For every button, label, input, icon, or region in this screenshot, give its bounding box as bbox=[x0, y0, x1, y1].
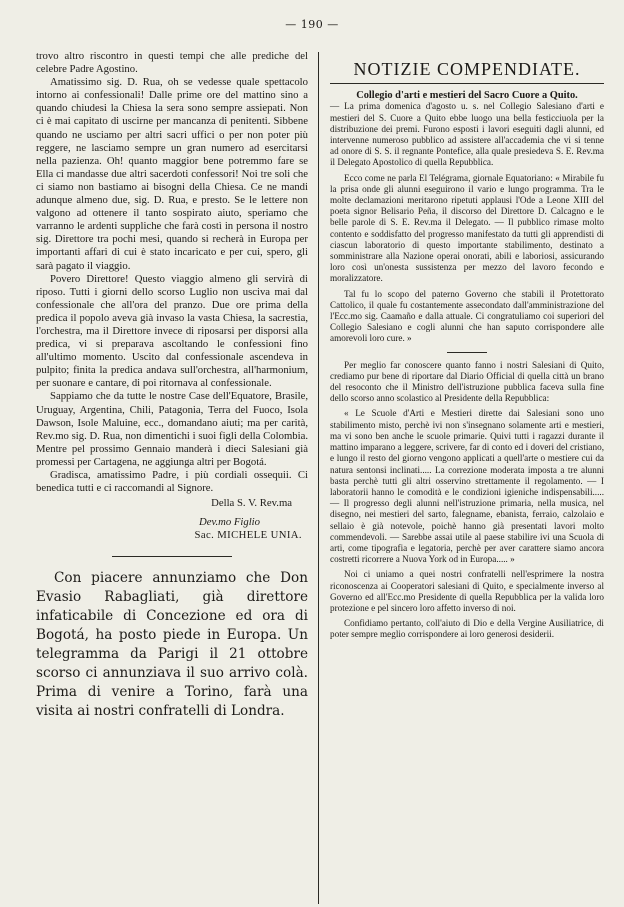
section-title: NOTIZIE COMPENDIATE. bbox=[353, 59, 581, 79]
paragraph: trovo altro riscontro in questi tempi che alle prediche del celebre Padre Agostino. bbox=[36, 50, 308, 76]
signature: Sac. MICHELE UNIA. bbox=[194, 529, 302, 542]
column-divider bbox=[318, 52, 319, 904]
article-heading: Collegio d'arti e mestieri del Sacro Cuore a Quito. bbox=[356, 90, 578, 102]
paragraph: Ecco come ne parla El Telégrama, giornale Equatoriano: « Mirabile fu la prisa onde gli alunni eseguirono il vario e lungo programma. Tra le molte declamazioni meritarono ripetuti applausi l'Ode a Leone XIII del poeta signor Belisario Peña, il discorso del Direttore D. Calcagno e le belle parole di S. E. Rev.ma il Delegato. — Il pubblico rimase molto contento e soddisfatto del progresso manifestato da tutti gli apprendisti di ciascun laboratorio di questo importante stabilimento, destinato a somministrare alla Nazione operai onorati, abili e laboriosi, assicurando loro così un'onesta sussistenza per mezzo del lavoro fecondo e moralizzatore. bbox=[330, 172, 604, 284]
paragraph: Sappiamo che da tutte le nostre Case dell'Equatore, Brasile, Uruguay, Argentina, Chili, Patagonia, Terra del Fuoco, Isola Dawson, Isole Maluine, ecc., domandano aiuti; ma per carità, Rev.mo sig. D. Rua, non dimentichi i suoi figli della Colombia. Mentre pel prossimo Gennaio manderà i dieci Salesiani già promessi per Cartagena, ne aggiunga altri per Bogotá. bbox=[36, 390, 308, 468]
right-column bbox=[330, 50, 604, 641]
left-column bbox=[36, 50, 308, 721]
paragraph: Confidiamo pertanto, coll'aiuto di Dio e della Vergine Ausiliatrice, di poter sempre meglio corrispondere ai loro generosi desiderii. bbox=[330, 618, 604, 640]
paragraph: — La prima domenica d'agosto u. s. nel Collegio Salesiano d'arti e mestieri del S. Cuore a Quito ebbe luogo una bella festicciuola per la distribuzione dei premi. Furono esposti i lavori eseguiti dagli alunni, ed intervenne numeroso pubblico ad assistere all'accademia che vi si tenne ad onore di S. S. il regnante Pontefice, alla quale presiedeva S. E. Rev.ma il Delegato Apostolico di quella Repubblica. bbox=[330, 101, 604, 168]
paragraph: Povero Direttore! Questo viaggio almeno gli servirà di riposo. Tutti i giorni dello scorso Luglio non usciva mai dal confessionale che all'ora del pranzo. Due ore prima della predica il popolo aveva già invaso la vasta Chiesa, la sacrestia, l'orchestra, ma il Direttore invece di riposarsi per disporsi alla predica, vi si preparava ascoltando le confessioni fino all'ultimo momento. Uscito dal confessionale ascendeva in pulpito; finita la predica andava sull'orchestra, all'harmonium, per suonare e cantare, di poi ritornava al confessionale. bbox=[36, 272, 308, 390]
announcement-text: Con piacere annunziamo che Don Evasio Rabagliati, già direttore infaticabile di Concezione ed ora di Bogotá, ha posto piede in Europa. Un telegramma da Parigi il 21 ottobre scorso ci annunziava il suo arrivo colà. Prima di venire a Torino, farà una visita ai nostri confratelli di Londra. bbox=[36, 570, 308, 720]
page-number: — 190 — bbox=[285, 18, 339, 31]
closing-sub: Dev.mo Figlio bbox=[199, 516, 260, 529]
separator-rule bbox=[447, 352, 487, 353]
paragraph: Per meglio far conoscere quanto fanno i nostri Salesiani di Quito, crediamo pur bene di riportare dal Diario Official di quella città un brano del resoconto che il Ministro dell'istruzione pubblica faceva sulla fine dello scorso anno scolastico al Presidente della Repubblica: bbox=[330, 359, 604, 404]
section-rule bbox=[330, 83, 604, 84]
paragraph: Amatissimo sig. D. Rua, oh se vedesse quale spettacolo intorno ai confessionali! Dalle prime ore del mattino sino a quando chiudesi la Chiesa la sera sono sempre assiepati. Non ci è mai capitato di uscirne per mancanza di penitenti. Sibbene quando ne usciamo per altri sacri uffici o per non poter più reggere, ne lasciamo sempre un gran numero ad esercitarsi nella pazienza. Oh! quanto maggior bene potremmo fare se Ella ci mandasse due altri sacerdoti confessori! Noi tre soli che ci siamo non bastiamo ai bisogni della Chiesa. Ce ne mandi adunque almeno due, sig. D. Rua, e presto. Se le lettere non valgono ad ottenere il tanto sospirato aiuto, speriamo che varranno le ardenti suppliche che farà costì in persona il nostro sig. Direttore tra pochi mesi, quando si recherà in Europa per importanti affari di cui è stato incaricato e per cui, spero, gli sarà pagato il viaggio. bbox=[36, 76, 308, 272]
paragraph: Tal fu lo scopo del paterno Governo che stabilì il Protettorato Cattolico, il quale fu costantemente assecondato dall'amministrazione del l'Ecc.mo sig. Caamaño e dalla attuale. Ci congratuliamo coi superiori del Collegio Salesiano e cogli alunni che han saputo corrispondere alle amorevoli loro cure. » bbox=[330, 288, 604, 344]
closing-line: Della S. V. Rev.ma bbox=[211, 497, 292, 510]
paragraph: Gradisca, amatissimo Padre, i più cordiali ossequii. Ci benedica tutti e ci raccomandi al Signore. bbox=[36, 469, 308, 495]
separator-rule bbox=[112, 556, 232, 557]
paragraph: « Le Scuole d'Arti e Mestieri dirette dai Salesiani sono uno stabilimento misto, perchè ivi non s'insegnano solamente arti e mestieri, ma vi sono ben anche le scuole primarie. Quivi tutti i ragazzi durante il mattino imparano a leggere, scrivere, far di conto ed i doveri del cristiano, e lungo il resto del giorno vengono applicati a quell'arte o mestiere cui da natura sentonsi inclinati..... La correzione moderata imposta a tre alunni basta perchè tutti gli altri osservino strettamente il regolamento. — I laboratorii hanno le comodità e le condizioni igieniche indispensabili..... — Il progresso degli alunni nell'istruzione primaria, nella musica, nel disegno, nei mestieri del sarto, falegname, ebanista, ferraio, calzolaio e sellaio è già notevole, poichè hanno già presentati lavori molto commendevoli. — Sarebbe assai utile al paese stabilire ivi una Scuola di arti, come tipografia e legatoria, perchè per aver carattere siamo ancora costretti ricorrere a Nuova York od in Europa..... » bbox=[330, 408, 604, 565]
paragraph: Noi ci uniamo a quei nostri confratelli nell'esprimere la nostra riconoscenza ai Cooperatori salesiani di Quito, e specialmente inverso al Governo ed all'Ecc.mo Presidente di quella Repubblica per la valida loro protezione e pel sincero loro affetto inverso di noi. bbox=[330, 569, 604, 613]
